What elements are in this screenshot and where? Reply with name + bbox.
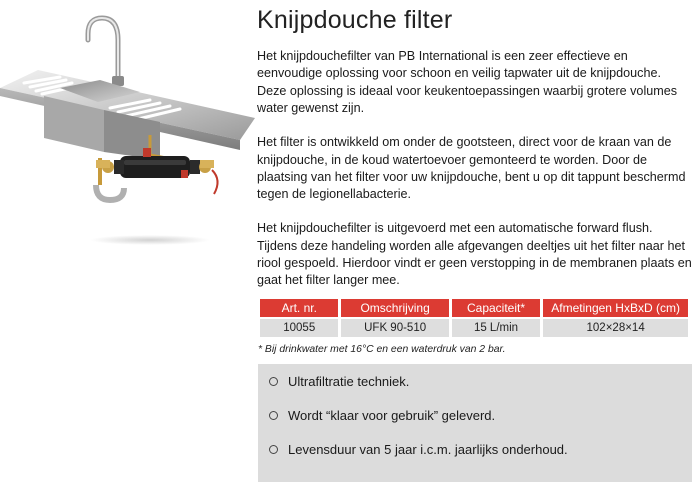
table-header-row (260, 299, 688, 317)
page-title: Knijpdouche filter (257, 6, 453, 34)
header-art-nr: Art. nr. (260, 299, 338, 317)
header-omschrijving: Omschrijving (341, 299, 448, 317)
paragraph-intro: Het knijpdouchefilter van PB International is een zeer effectieve en eenvoudige oplossing voor schoon en veilig tapwater uit de knijpdouche. Deze oplossing is ideaal voor keukentoepassingen waarbij grotere volumes water gewenst zijn. (257, 49, 678, 116)
circle-bullet-icon (269, 377, 278, 386)
cell-afmetingen: 102×28×14 (543, 319, 688, 337)
cell-art-nr: 10055 (260, 319, 338, 337)
feature-text: Wordt “klaar voor gebruik” geleverd. (288, 407, 496, 423)
header-afmetingen: Afmetingen HxBxD (cm) (543, 299, 688, 317)
cell-capaciteit: 15 L/min (452, 319, 540, 337)
circle-bullet-icon (269, 445, 278, 454)
header-capaciteit: Capaciteit* (452, 299, 540, 317)
paragraph-forward-flush: Het knijpdouchefilter is uitgevoerd met een automatische forward flush. Tijdens deze handeling worden alle afgevangen deeltjes uit het filter naar het riool gespoeld. Hierdoor vindt er geen verstopping in de membranen plaats en gaat het filter langer mee. (257, 221, 692, 288)
list-item (269, 406, 692, 424)
feature-text: Levensduur van 5 jaar i.c.m. jaarlijks onderhoud. (288, 441, 568, 457)
footnote: * Bij drinkwater met 16°C en een waterdruk van 2 bar. (258, 344, 506, 355)
feature-text: Ultrafiltratie techniek. (288, 373, 410, 389)
circle-bullet-icon (269, 411, 278, 420)
list-item (269, 372, 692, 390)
spec-table (257, 297, 691, 339)
list-item (269, 440, 692, 458)
feature-box (258, 364, 692, 482)
table-row (260, 319, 688, 337)
description (257, 48, 693, 290)
product-image (0, 10, 255, 250)
paragraph-installation: Het filter is ontwikkeld om onder de gootsteen, direct voor de kraan van de knijpdouche, in de koud watertoevoer gemonteerd te worden. Door de plaatsing van het filter voor uw knijpdouche, bent u op dit tappunt beschermd tegen de legionellabacterie. (257, 135, 686, 202)
cell-omschrijving: UFK 90-510 (341, 319, 448, 337)
